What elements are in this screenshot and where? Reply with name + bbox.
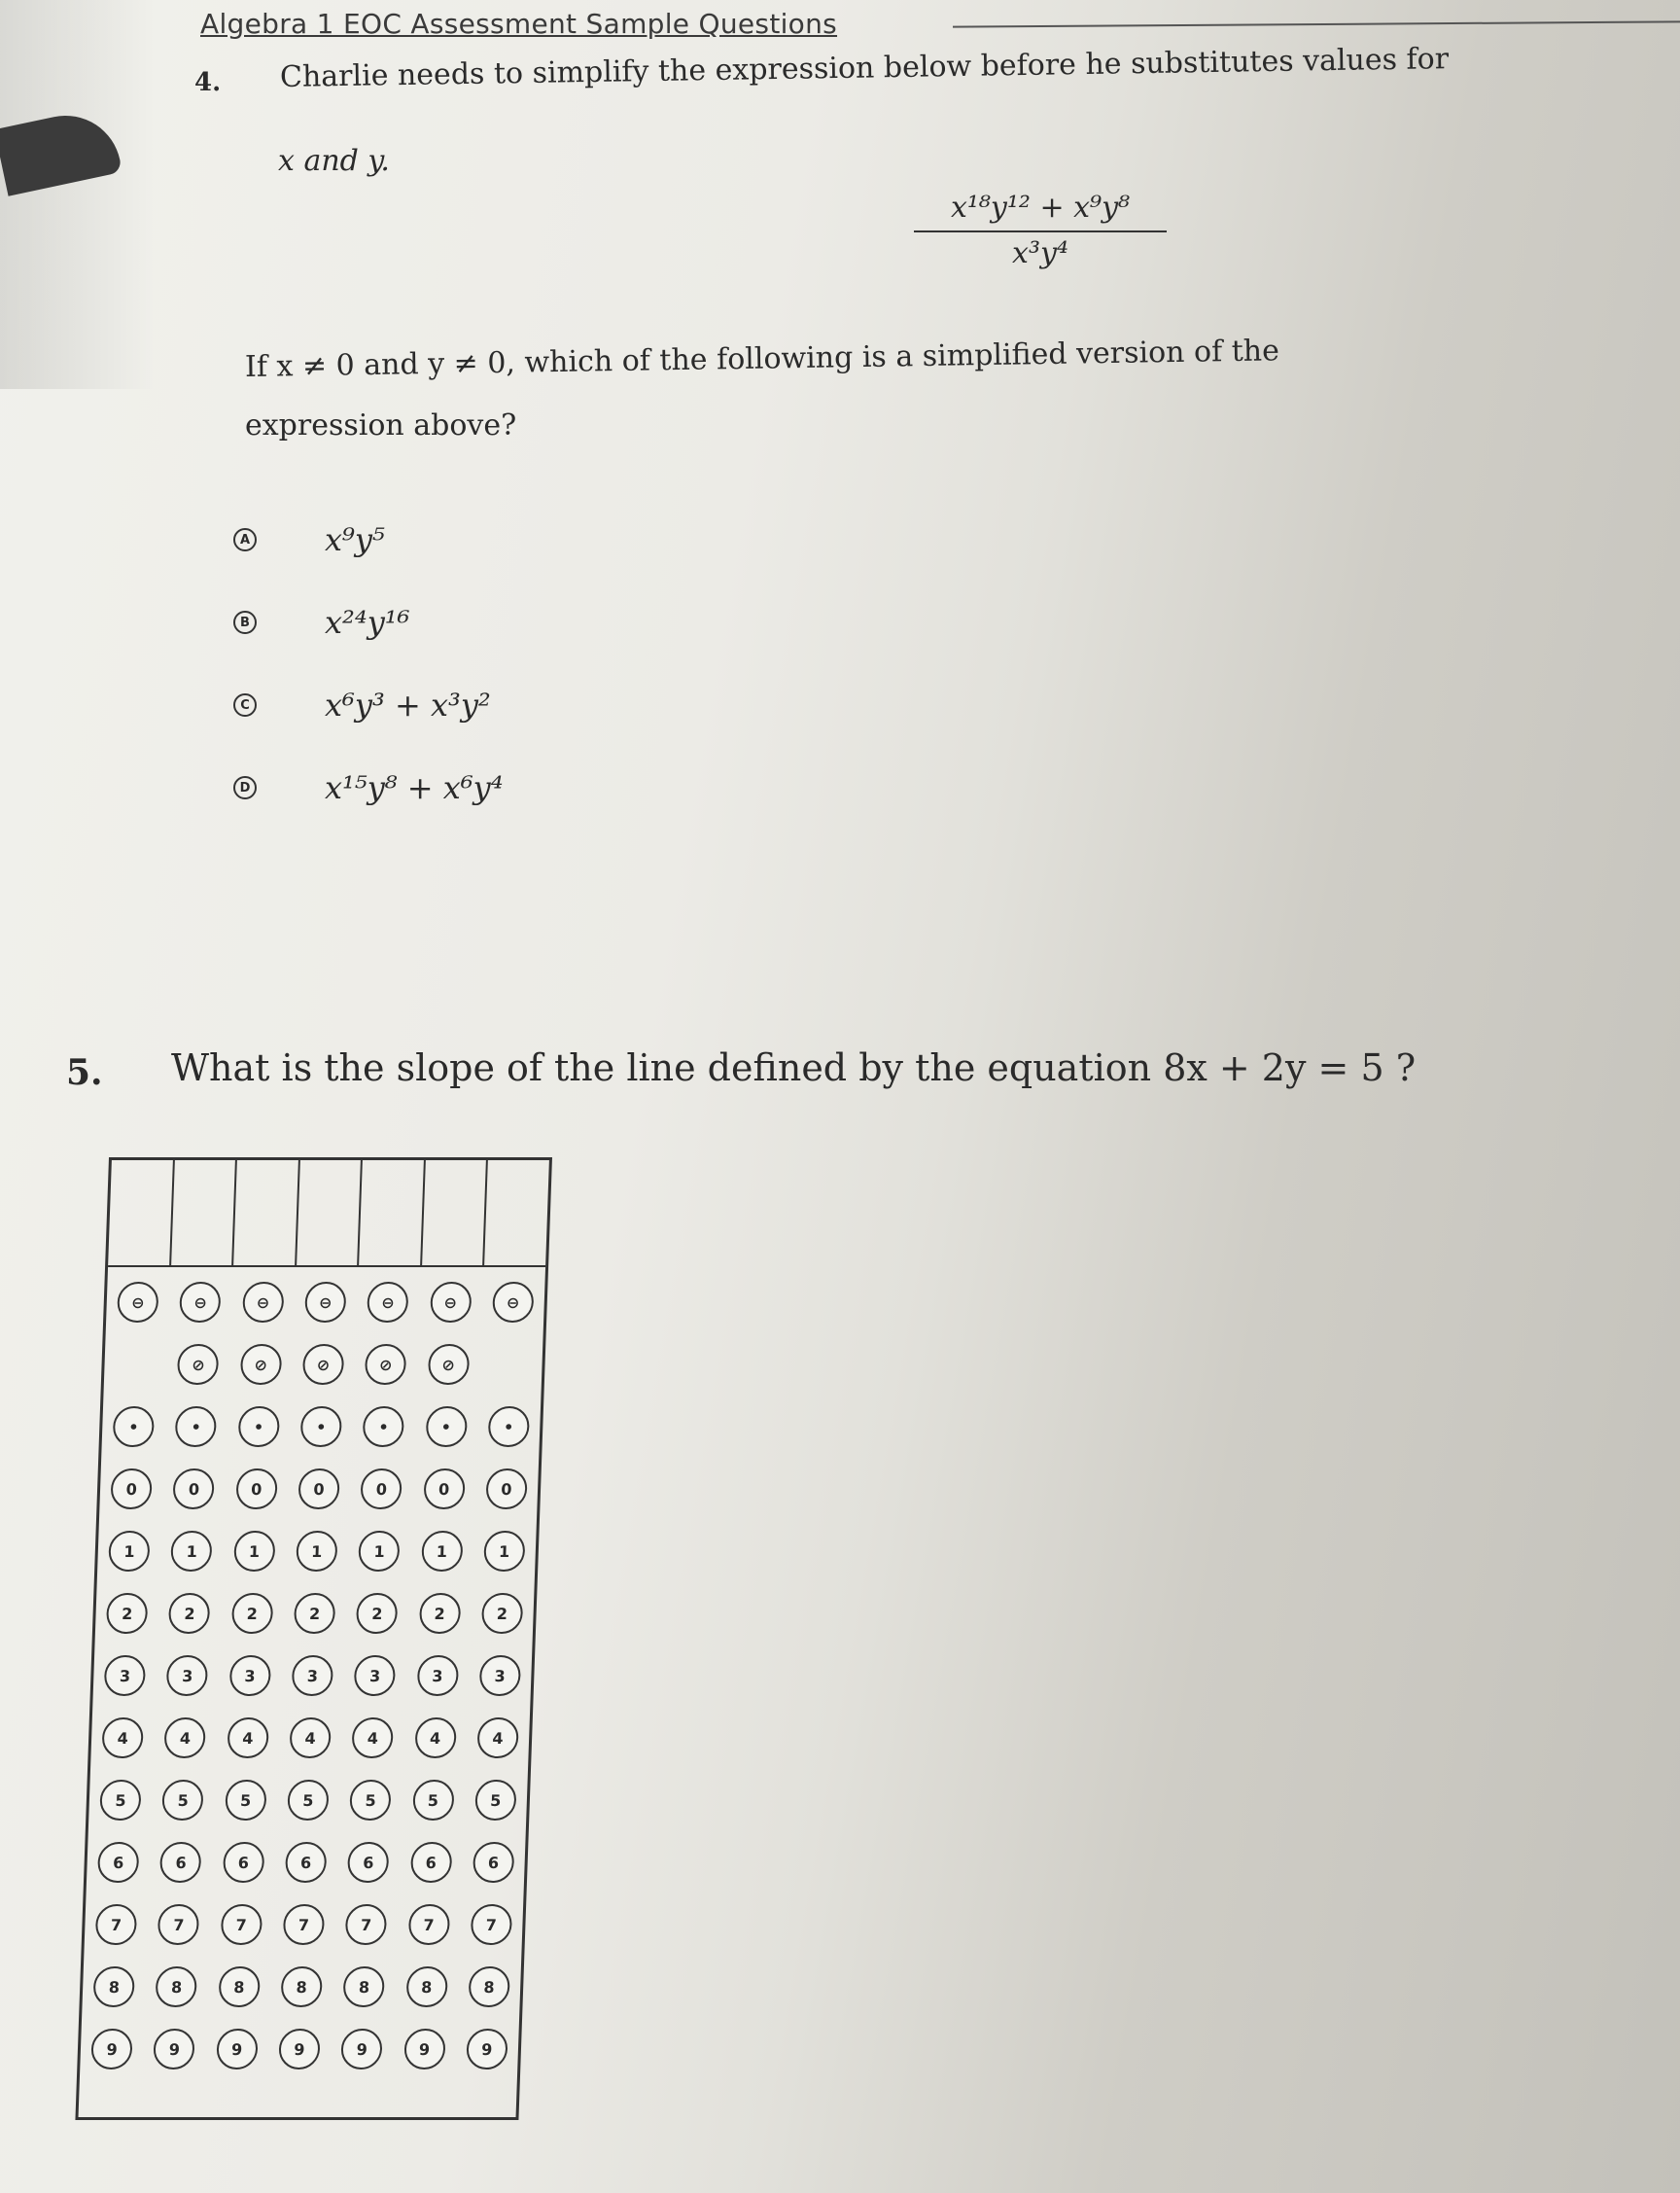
grid-bubble[interactable]: •: [487, 1406, 529, 1447]
grid-bubble[interactable]: 7: [471, 1904, 512, 1945]
grid-bubble[interactable]: ⊖: [304, 1282, 346, 1323]
grid-bubble[interactable]: 9: [154, 2029, 195, 2069]
grid-bubble[interactable]: 9: [466, 2029, 508, 2069]
grid-bubble[interactable]: •: [237, 1406, 279, 1447]
bubble-row: [92, 1645, 532, 1707]
grid-bubble[interactable]: 2: [231, 1593, 273, 1634]
grid-bubble[interactable]: ⊖: [367, 1282, 408, 1323]
option-bubble-d[interactable]: D: [233, 776, 257, 799]
expression-fraction: [914, 191, 1167, 270]
grid-bubble[interactable]: 7: [158, 1904, 199, 1945]
grid-bubble[interactable]: 1: [296, 1531, 337, 1572]
grid-bubble[interactable]: 3: [228, 1655, 270, 1696]
grid-bubble[interactable]: 3: [166, 1655, 208, 1696]
grid-bubble[interactable]: 2: [168, 1593, 210, 1634]
grid-bubble[interactable]: ⊘: [302, 1344, 344, 1385]
header-rule: [953, 20, 1680, 27]
grid-bubble[interactable]: 2: [294, 1593, 335, 1634]
grid-bubble[interactable]: 0: [235, 1468, 277, 1509]
bubble-row: [82, 1956, 521, 2018]
grid-bubble[interactable]: 9: [216, 2029, 258, 2069]
grid-bubble[interactable]: 4: [164, 1717, 206, 1758]
grid-bubble[interactable]: 3: [104, 1655, 146, 1696]
write-in-box[interactable]: [422, 1160, 488, 1265]
write-in-box[interactable]: [233, 1160, 299, 1265]
grid-bubble[interactable]: ⊘: [177, 1344, 219, 1385]
option-bubble-c[interactable]: C: [233, 693, 257, 717]
grid-bubble[interactable]: 3: [292, 1655, 333, 1696]
grid-bubble[interactable]: ⊖: [117, 1282, 158, 1323]
bubble-row: [106, 1271, 545, 1333]
grid-bubble[interactable]: 1: [108, 1531, 150, 1572]
grid-bubble[interactable]: 2: [418, 1593, 460, 1634]
grid-bubble[interactable]: 3: [478, 1655, 520, 1696]
grid-bubble[interactable]: 8: [93, 1966, 135, 2007]
grid-bubble[interactable]: 4: [352, 1717, 394, 1758]
grid-bubble[interactable]: 6: [347, 1842, 389, 1883]
grid-bubble[interactable]: 1: [483, 1531, 525, 1572]
grid-bubble[interactable]: ⊘: [427, 1344, 469, 1385]
grid-bubble[interactable]: 4: [227, 1717, 268, 1758]
grid-bubble[interactable]: 5: [225, 1780, 266, 1821]
grid-bubble[interactable]: •: [300, 1406, 342, 1447]
bubble-row: [88, 1769, 528, 1831]
grid-bubble[interactable]: 8: [218, 1966, 260, 2007]
grid-bubble[interactable]: •: [363, 1406, 404, 1447]
grid-bubble[interactable]: 7: [220, 1904, 262, 1945]
grid-bubble[interactable]: 1: [421, 1531, 463, 1572]
grid-bubble[interactable]: 0: [361, 1468, 402, 1509]
grid-bubble[interactable]: 5: [474, 1780, 516, 1821]
grid-bubble[interactable]: 4: [476, 1717, 518, 1758]
grid-bubble[interactable]: 4: [414, 1717, 456, 1758]
answer-option-d[interactable]: [233, 763, 504, 812]
grid-bubble[interactable]: 9: [90, 2029, 132, 2069]
grid-bubble[interactable]: 0: [485, 1468, 527, 1509]
option-text-d: x¹⁵y⁸ + x⁶y⁴: [325, 769, 504, 806]
grid-bubble[interactable]: 4: [102, 1717, 144, 1758]
grid-bubble[interactable]: 6: [409, 1842, 451, 1883]
grid-bubble[interactable]: 6: [97, 1842, 139, 1883]
fraction-denominator: x³y⁴: [1012, 236, 1068, 270]
answer-option-a[interactable]: [233, 515, 385, 564]
grid-bubble[interactable]: ⊘: [365, 1344, 406, 1385]
grid-bubble[interactable]: 3: [416, 1655, 458, 1696]
question-4-text-line4: expression above?: [245, 408, 517, 442]
bubble-row: [99, 1458, 539, 1520]
grid-bubble[interactable]: 6: [472, 1842, 514, 1883]
page-shadow: [0, 0, 156, 389]
grid-bubble[interactable]: ⊖: [179, 1282, 221, 1323]
option-text-c: x⁶y³ + x³y²: [325, 687, 491, 724]
grid-bubble[interactable]: 8: [468, 1966, 509, 2007]
question-4-text-line3: If x ≠ 0 and y ≠ 0, which of the following is a simplified version of the: [244, 334, 1280, 384]
grid-bubble[interactable]: 7: [95, 1904, 137, 1945]
question-5-number: 5.: [66, 1052, 103, 1093]
grid-bubble[interactable]: 0: [173, 1468, 215, 1509]
bubble-rows: [80, 1271, 545, 2080]
question-4-number: 4.: [194, 68, 222, 97]
bubble-row: [97, 1520, 537, 1582]
write-in-box[interactable]: [108, 1160, 174, 1265]
answer-option-c[interactable]: [233, 681, 491, 729]
grid-bubble[interactable]: 5: [99, 1780, 141, 1821]
grid-bubble[interactable]: 8: [405, 1966, 447, 2007]
answer-write-in-boxes: [108, 1160, 549, 1267]
bubble-row: [101, 1396, 541, 1458]
bubble-row: [84, 1893, 523, 1956]
grid-bubble[interactable]: 8: [156, 1966, 197, 2007]
grid-bubble[interactable]: •: [425, 1406, 467, 1447]
fraction-numerator: x¹⁸y¹² + x⁹y⁸: [914, 191, 1167, 232]
write-in-box[interactable]: [171, 1160, 237, 1265]
page-header: Algebra 1 EOC Assessment Sample Questions: [200, 8, 838, 40]
grid-bubble[interactable]: •: [113, 1406, 155, 1447]
bubble-row: [95, 1582, 535, 1645]
bubble-row: [90, 1707, 530, 1769]
question-4-text-line1: Charlie needs to simplify the expression below before he substitutes values for: [279, 42, 1450, 94]
grid-bubble[interactable]: 2: [106, 1593, 148, 1634]
grid-bubble[interactable]: 7: [283, 1904, 325, 1945]
write-in-box[interactable]: [485, 1160, 549, 1265]
grid-bubble[interactable]: 1: [233, 1531, 275, 1572]
gridded-response-grid: [75, 1157, 552, 2120]
grid-bubble[interactable]: 8: [343, 1966, 385, 2007]
bubble-row: [80, 2018, 519, 2080]
grid-bubble[interactable]: 1: [171, 1531, 213, 1572]
grid-bubble[interactable]: ⊖: [492, 1282, 534, 1323]
grid-bubble[interactable]: 8: [280, 1966, 322, 2007]
grid-bubble[interactable]: 4: [289, 1717, 331, 1758]
grid-bubble[interactable]: 9: [403, 2029, 445, 2069]
grid-bubble[interactable]: 1: [358, 1531, 400, 1572]
answer-option-b[interactable]: [233, 598, 409, 647]
grid-bubble[interactable]: •: [175, 1406, 217, 1447]
option-text-b: x²⁴y¹⁶: [325, 604, 410, 641]
grid-bubble[interactable]: 7: [407, 1904, 449, 1945]
grid-bubble[interactable]: ⊘: [240, 1344, 282, 1385]
grid-bubble[interactable]: ⊖: [242, 1282, 284, 1323]
grid-bubble[interactable]: 6: [159, 1842, 201, 1883]
grid-bubble[interactable]: 9: [278, 2029, 320, 2069]
grid-bubble[interactable]: 6: [285, 1842, 327, 1883]
question-5-text: What is the slope of the line defined by the equation 8x + 2y = 5 ?: [171, 1046, 1417, 1089]
grid-bubble[interactable]: 5: [349, 1780, 391, 1821]
option-bubble-a[interactable]: A: [233, 528, 257, 551]
grid-bubble[interactable]: 3: [354, 1655, 396, 1696]
grid-bubble[interactable]: 2: [481, 1593, 523, 1634]
grid-bubble[interactable]: 6: [223, 1842, 264, 1883]
grid-bubble[interactable]: 0: [423, 1468, 465, 1509]
grid-bubble[interactable]: 0: [110, 1468, 152, 1509]
grid-bubble[interactable]: 7: [345, 1904, 387, 1945]
option-text-a: x⁹y⁵: [325, 521, 385, 558]
grid-bubble[interactable]: 0: [298, 1468, 339, 1509]
write-in-box[interactable]: [297, 1160, 363, 1265]
option-bubble-b[interactable]: B: [233, 611, 257, 634]
grid-bubble[interactable]: 2: [356, 1593, 398, 1634]
question-4-text-line2: x and y.: [278, 144, 390, 178]
write-in-box[interactable]: [359, 1160, 425, 1265]
grid-bubble[interactable]: 5: [412, 1780, 454, 1821]
bubble-row: [87, 1831, 526, 1893]
grid-bubble[interactable]: ⊖: [430, 1282, 472, 1323]
grid-bubble[interactable]: 5: [162, 1780, 204, 1821]
grid-bubble[interactable]: 5: [287, 1780, 329, 1821]
bubble-row: [103, 1333, 542, 1396]
grid-bubble[interactable]: 9: [341, 2029, 383, 2069]
